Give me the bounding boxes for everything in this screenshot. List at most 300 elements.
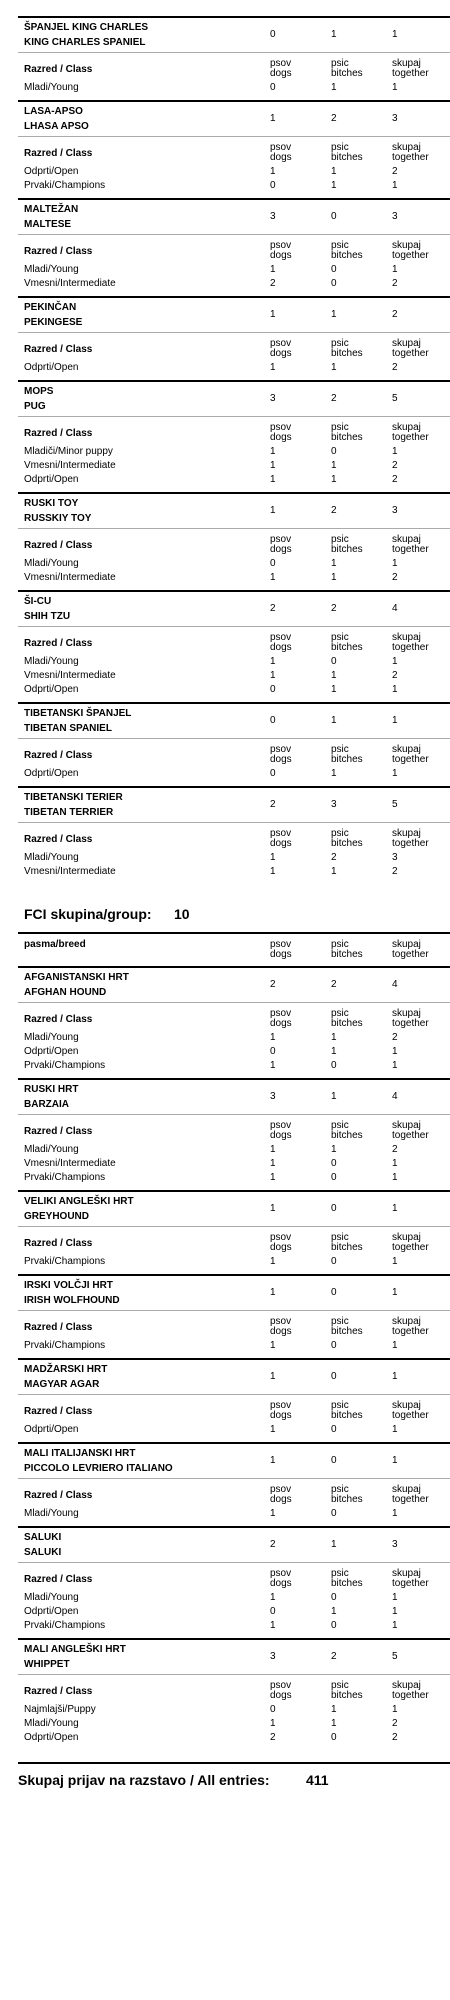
class-dogs: 1 <box>270 1340 276 1351</box>
breed-total-together: 3 <box>392 1539 398 1550</box>
bitches-header-bottom: bitches <box>331 754 363 765</box>
class-dogs: 1 <box>270 1508 276 1519</box>
class-dogs: 1 <box>270 1032 276 1043</box>
class-together: 1 <box>392 1046 398 1057</box>
breed-total-together: 3 <box>392 505 398 516</box>
class-together: 1 <box>392 1256 398 1267</box>
class-header-label: Razred / Class <box>24 834 93 845</box>
bitches-header <box>331 241 363 261</box>
class-row <box>18 473 450 487</box>
pasma-header-label: pasma/breed <box>24 939 86 950</box>
bitches-header-bottom: bitches <box>331 838 363 849</box>
breed-total-bitches: 1 <box>331 29 337 40</box>
breed-header <box>18 296 450 332</box>
bitches-header <box>331 1121 363 1141</box>
class-bitches: 0 <box>331 1508 337 1519</box>
class-header-row <box>18 626 450 655</box>
class-name: Vmesni/Intermediate <box>24 670 116 681</box>
breed-header <box>18 198 450 234</box>
class-dogs: 0 <box>270 1606 276 1617</box>
breed-total-bitches: 1 <box>331 1091 337 1102</box>
class-header-label: Razred / Class <box>24 148 93 159</box>
dogs-header-top: psov <box>270 1400 292 1411</box>
together-header-bottom: together <box>392 1242 429 1253</box>
dogs-header <box>270 339 292 359</box>
class-together: 2 <box>392 1032 398 1043</box>
dogs-header-bottom: dogs <box>270 432 292 443</box>
bitches-header-bottom: bitches <box>331 1242 363 1253</box>
class-row <box>18 1731 450 1745</box>
breed-header <box>18 16 450 52</box>
class-bitches: 1 <box>331 1046 337 1057</box>
class-header-row <box>18 738 450 767</box>
together-header-bottom: together <box>392 1578 429 1589</box>
together-header <box>392 1009 429 1029</box>
together-header <box>392 1401 429 1421</box>
together-header-top: skupaj <box>392 939 421 950</box>
breed-total-together: 4 <box>392 979 398 990</box>
breed-header <box>18 492 450 528</box>
bitches-header-top: psic <box>331 1400 349 1411</box>
breed-name-en: PUG <box>24 401 46 412</box>
breed-name-si: MOPS <box>24 386 54 397</box>
class-together: 1 <box>392 1060 398 1071</box>
breed-name-si: MADŽARSKI HRT <box>24 1364 108 1375</box>
class-bitches: 1 <box>331 166 337 177</box>
breed-total-together: 1 <box>392 29 398 40</box>
breed-header <box>18 1274 450 1310</box>
breed-total-dogs: 2 <box>270 603 276 614</box>
class-bitches: 0 <box>331 278 337 289</box>
class-bitches: 1 <box>331 1144 337 1155</box>
together-header <box>392 633 429 653</box>
breed-total-bitches: 0 <box>331 1287 337 1298</box>
breed-total-dogs: 1 <box>270 1203 276 1214</box>
class-row <box>18 361 450 375</box>
together-header-top: skupaj <box>392 142 421 153</box>
pasma-header-row <box>18 932 450 966</box>
class-together: 1 <box>392 1424 398 1435</box>
breed-name-en: KING CHARLES SPANIEL <box>24 37 146 48</box>
class-row <box>18 1717 450 1731</box>
class-row <box>18 263 450 277</box>
bitches-header-top: psic <box>331 1484 349 1495</box>
dogs-header-bottom: dogs <box>270 754 292 765</box>
class-together: 1 <box>392 180 398 191</box>
together-header <box>392 1569 429 1589</box>
class-together: 1 <box>392 1158 398 1169</box>
class-bitches: 0 <box>331 264 337 275</box>
breed-name-si: RUSKI HRT <box>24 1084 79 1095</box>
together-header-bottom: together <box>392 1326 429 1337</box>
together-header <box>392 829 429 849</box>
class-bitches: 0 <box>331 1424 337 1435</box>
together-header-top: skupaj <box>392 1484 421 1495</box>
dogs-header <box>270 829 292 849</box>
breed-total-dogs: 3 <box>270 1651 276 1662</box>
class-together: 1 <box>392 1620 398 1631</box>
dogs-header-top: psov <box>270 1120 292 1131</box>
class-dogs: 1 <box>270 670 276 681</box>
class-row <box>18 767 450 781</box>
breed-header <box>18 702 450 738</box>
class-dogs: 1 <box>270 1424 276 1435</box>
together-header <box>392 1121 429 1141</box>
class-bitches: 1 <box>331 866 337 877</box>
class-bitches: 1 <box>331 180 337 191</box>
bitches-header-top: psic <box>331 1316 349 1327</box>
class-row <box>18 683 450 697</box>
class-header-row <box>18 1310 450 1339</box>
class-together: 1 <box>392 1172 398 1183</box>
class-bitches: 1 <box>331 362 337 373</box>
class-together: 2 <box>392 1144 398 1155</box>
class-together: 2 <box>392 460 398 471</box>
breed-name-en: LHASA APSO <box>24 121 89 132</box>
breed-total-bitches: 2 <box>331 979 337 990</box>
class-dogs: 1 <box>270 1620 276 1631</box>
dogs-header <box>270 1569 292 1589</box>
class-dogs: 1 <box>270 362 276 373</box>
class-together: 1 <box>392 82 398 93</box>
class-bitches: 2 <box>331 852 337 863</box>
breed-total-bitches: 2 <box>331 113 337 124</box>
together-header-top: skupaj <box>392 744 421 755</box>
together-header-top: skupaj <box>392 338 421 349</box>
breed-total-bitches: 3 <box>331 799 337 810</box>
class-header-label: Razred / Class <box>24 1686 93 1697</box>
dogs-header-top: psov <box>270 142 292 153</box>
class-together: 2 <box>392 1718 398 1729</box>
class-dogs: 1 <box>270 852 276 863</box>
class-header-label: Razred / Class <box>24 1490 93 1501</box>
spacer <box>18 884 450 902</box>
class-bitches: 0 <box>331 1158 337 1169</box>
bitches-header <box>331 1317 363 1337</box>
bitches-header-top: psic <box>331 939 349 950</box>
together-header-bottom: together <box>392 1130 429 1141</box>
breed-name-si: TIBETANSKI TERIER <box>24 792 123 803</box>
dogs-header <box>270 535 292 555</box>
dogs-header-bottom: dogs <box>270 1410 292 1421</box>
class-dogs: 0 <box>270 684 276 695</box>
bitches-header-top: psic <box>331 142 349 153</box>
breed-name-si: MALI ITALIJANSKI HRT <box>24 1448 136 1459</box>
class-bitches: 0 <box>331 1592 337 1603</box>
class-name: Mladi/Young <box>24 1508 79 1519</box>
together-header-bottom: together <box>392 642 429 653</box>
class-row <box>18 459 450 473</box>
top-spacer <box>18 0 450 16</box>
class-dogs: 1 <box>270 1158 276 1169</box>
breed-total-dogs: 3 <box>270 393 276 404</box>
breed-total-together: 1 <box>392 1455 398 1466</box>
class-header-label: Razred / Class <box>24 1322 93 1333</box>
bitches-header <box>331 1009 363 1029</box>
together-header <box>392 339 429 359</box>
class-bitches: 1 <box>331 572 337 583</box>
class-name: Najmlajši/Puppy <box>24 1704 96 1715</box>
breed-total-together: 5 <box>392 799 398 810</box>
class-dogs: 2 <box>270 278 276 289</box>
dogs-header <box>270 423 292 443</box>
breed-total-bitches: 0 <box>331 1371 337 1382</box>
class-dogs: 0 <box>270 1704 276 1715</box>
class-together: 2 <box>392 572 398 583</box>
class-bitches: 0 <box>331 1172 337 1183</box>
class-name: Mladiči/Minor puppy <box>24 446 113 457</box>
class-dogs: 1 <box>270 1144 276 1155</box>
class-row <box>18 165 450 179</box>
dogs-header-bottom: dogs <box>270 68 292 79</box>
breed-total-together: 2 <box>392 309 398 320</box>
breed-total-together: 1 <box>392 1287 398 1298</box>
bitches-header-bottom: bitches <box>331 1130 363 1141</box>
class-header-label: Razred / Class <box>24 750 93 761</box>
class-together: 1 <box>392 1340 398 1351</box>
breed-total-dogs: 1 <box>270 113 276 124</box>
bitches-header-top: psic <box>331 632 349 643</box>
bitches-header-bottom: bitches <box>331 642 363 653</box>
dogs-header-top: psov <box>270 534 292 545</box>
together-header-bottom: together <box>392 838 429 849</box>
breed-total-together: 3 <box>392 113 398 124</box>
together-header-top: skupaj <box>392 1232 421 1243</box>
breed-total-dogs: 3 <box>270 1091 276 1102</box>
class-header-row <box>18 1478 450 1507</box>
class-bitches: 1 <box>331 1032 337 1043</box>
bitches-header <box>331 1485 363 1505</box>
breed-total-bitches: 2 <box>331 1651 337 1662</box>
class-row <box>18 1339 450 1353</box>
class-dogs: 1 <box>270 460 276 471</box>
breed-name-en: MAGYAR AGAR <box>24 1379 100 1390</box>
together-header-bottom: together <box>392 68 429 79</box>
class-row <box>18 1591 450 1605</box>
class-dogs: 0 <box>270 82 276 93</box>
class-dogs: 0 <box>270 768 276 779</box>
breed-total-dogs: 1 <box>270 505 276 516</box>
breed-total-bitches: 1 <box>331 1539 337 1550</box>
breed-total-bitches: 1 <box>331 715 337 726</box>
bitches-header-bottom: bitches <box>331 1494 363 1505</box>
class-name: Odprti/Open <box>24 1606 79 1617</box>
class-dogs: 1 <box>270 264 276 275</box>
class-name: Prvaki/Champions <box>24 180 106 191</box>
together-header <box>392 423 429 443</box>
together-header-top: skupaj <box>392 828 421 839</box>
dogs-header-top: psov <box>270 1484 292 1495</box>
bitches-header-bottom: bitches <box>331 348 363 359</box>
dogs-header-top: psov <box>270 1232 292 1243</box>
bitches-header-top: psic <box>331 422 349 433</box>
dogs-header <box>270 241 292 261</box>
class-bitches: 1 <box>331 1704 337 1715</box>
total-value: 411 <box>306 1772 329 1788</box>
bitches-header-top: psic <box>331 1680 349 1691</box>
class-header-label: Razred / Class <box>24 1406 93 1417</box>
class-dogs: 0 <box>270 180 276 191</box>
breed-header <box>18 1638 450 1674</box>
class-bitches: 0 <box>331 1732 337 1743</box>
class-header-label: Razred / Class <box>24 1126 93 1137</box>
dogs-header-bottom: dogs <box>270 544 292 555</box>
breed-name-en: TIBETAN TERRIER <box>24 807 114 818</box>
class-bitches: 1 <box>331 82 337 93</box>
class-row <box>18 1619 450 1633</box>
together-header-bottom: together <box>392 1690 429 1701</box>
dogs-header <box>270 1233 292 1253</box>
class-row <box>18 655 450 669</box>
class-header-row <box>18 1114 450 1143</box>
together-header <box>392 1233 429 1253</box>
breed-total-dogs: 0 <box>270 715 276 726</box>
breed-header <box>18 1358 450 1394</box>
dogs-header <box>270 1317 292 1337</box>
class-name: Mladi/Young <box>24 1718 79 1729</box>
breed-total-dogs: 0 <box>270 29 276 40</box>
class-row <box>18 557 450 571</box>
dogs-header-bottom: dogs <box>270 152 292 163</box>
together-header-top: skupaj <box>392 1680 421 1691</box>
class-name: Vmesni/Intermediate <box>24 278 116 289</box>
class-bitches: 0 <box>331 656 337 667</box>
class-dogs: 0 <box>270 1046 276 1057</box>
class-row <box>18 1423 450 1437</box>
class-name: Mladi/Young <box>24 82 79 93</box>
class-together: 1 <box>392 768 398 779</box>
breed-header <box>18 966 450 1002</box>
class-name: Odprti/Open <box>24 1732 79 1743</box>
bitches-header-top: psic <box>331 240 349 251</box>
class-row <box>18 277 450 291</box>
class-together: 2 <box>392 278 398 289</box>
class-together: 1 <box>392 1508 398 1519</box>
class-bitches: 1 <box>331 1718 337 1729</box>
dogs-header-bottom: dogs <box>270 1018 292 1029</box>
class-together: 1 <box>392 1592 398 1603</box>
class-together: 2 <box>392 166 398 177</box>
dogs-header <box>270 1121 292 1141</box>
bitches-header-top: psic <box>331 1232 349 1243</box>
breed-total-dogs: 1 <box>270 1371 276 1382</box>
together-header-bottom: together <box>392 949 429 960</box>
breed-total-dogs: 2 <box>270 1539 276 1550</box>
class-together: 2 <box>392 1732 398 1743</box>
breed-total-bitches: 0 <box>331 1203 337 1214</box>
breed-name-si: ŠPANJEL KING CHARLES <box>24 22 149 33</box>
class-bitches: 1 <box>331 460 337 471</box>
bitches-header-top: psic <box>331 534 349 545</box>
breed-name-en: GREYHOUND <box>24 1211 90 1222</box>
class-bitches: 1 <box>331 558 337 569</box>
class-bitches: 1 <box>331 1606 337 1617</box>
class-dogs: 1 <box>270 572 276 583</box>
dogs-header-top: psov <box>270 744 292 755</box>
together-header-bottom: together <box>392 1018 429 1029</box>
breed-total-bitches: 2 <box>331 505 337 516</box>
class-row <box>18 1045 450 1059</box>
breed-header <box>18 786 450 822</box>
class-row <box>18 1171 450 1185</box>
breed-name-si: PEKINČAN <box>24 302 77 313</box>
together-header-bottom: together <box>392 1410 429 1421</box>
bitches-header-top: psic <box>331 338 349 349</box>
class-name: Odprti/Open <box>24 166 79 177</box>
dogs-header-top: psov <box>270 1680 292 1691</box>
together-header <box>392 535 429 555</box>
bitches-header <box>331 1233 363 1253</box>
class-header-row <box>18 136 450 165</box>
dogs-header-top: psov <box>270 422 292 433</box>
bitches-header <box>331 940 363 960</box>
class-name: Vmesni/Intermediate <box>24 460 116 471</box>
together-header <box>392 1681 429 1701</box>
class-name: Mladi/Young <box>24 1032 79 1043</box>
breed-name-en: SALUKI <box>24 1547 62 1558</box>
class-header-label: Razred / Class <box>24 64 93 75</box>
class-header-row <box>18 1674 450 1703</box>
entries-document <box>18 0 450 1804</box>
together-header <box>392 1317 429 1337</box>
together-header-top: skupaj <box>392 1316 421 1327</box>
breed-total-dogs: 1 <box>270 1287 276 1298</box>
class-name: Prvaki/Champions <box>24 1060 106 1071</box>
breed-header <box>18 100 450 136</box>
breed-name-en: IRISH WOLFHOUND <box>24 1295 120 1306</box>
class-header-label: Razred / Class <box>24 246 93 257</box>
breed-name-si: IRSKI VOLČJI HRT <box>24 1280 113 1291</box>
class-name: Mladi/Young <box>24 656 79 667</box>
class-row <box>18 81 450 95</box>
class-bitches: 1 <box>331 474 337 485</box>
class-header-label: Razred / Class <box>24 428 93 439</box>
class-together: 1 <box>392 684 398 695</box>
class-row <box>18 1605 450 1619</box>
together-header <box>392 940 429 960</box>
bitches-header-bottom: bitches <box>331 1578 363 1589</box>
class-together: 2 <box>392 670 398 681</box>
together-header <box>392 745 429 765</box>
class-row <box>18 1143 450 1157</box>
class-name: Odprti/Open <box>24 684 79 695</box>
group-number: 10 <box>174 906 190 922</box>
class-dogs: 1 <box>270 446 276 457</box>
breed-name-en: PEKINGESE <box>24 317 83 328</box>
together-header <box>392 59 429 79</box>
bitches-header <box>331 829 363 849</box>
dogs-header <box>270 745 292 765</box>
class-header-row <box>18 528 450 557</box>
breed-name-en: AFGHAN HOUND <box>24 987 107 998</box>
breed-name-si: RUSKI TOY <box>24 498 79 509</box>
dogs-header-bottom: dogs <box>270 1326 292 1337</box>
breed-name-en: RUSSKIY TOY <box>24 513 92 524</box>
class-bitches: 0 <box>331 1620 337 1631</box>
class-together: 2 <box>392 866 398 877</box>
class-header-label: Razred / Class <box>24 1014 93 1025</box>
class-name: Mladi/Young <box>24 264 79 275</box>
class-dogs: 1 <box>270 1172 276 1183</box>
class-together: 1 <box>392 558 398 569</box>
together-header-bottom: together <box>392 152 429 163</box>
class-dogs: 1 <box>270 656 276 667</box>
breed-name-en: WHIPPET <box>24 1659 70 1670</box>
class-together: 2 <box>392 362 398 373</box>
bitches-header <box>331 633 363 653</box>
together-header-bottom: together <box>392 754 429 765</box>
class-name: Mladi/Young <box>24 1144 79 1155</box>
